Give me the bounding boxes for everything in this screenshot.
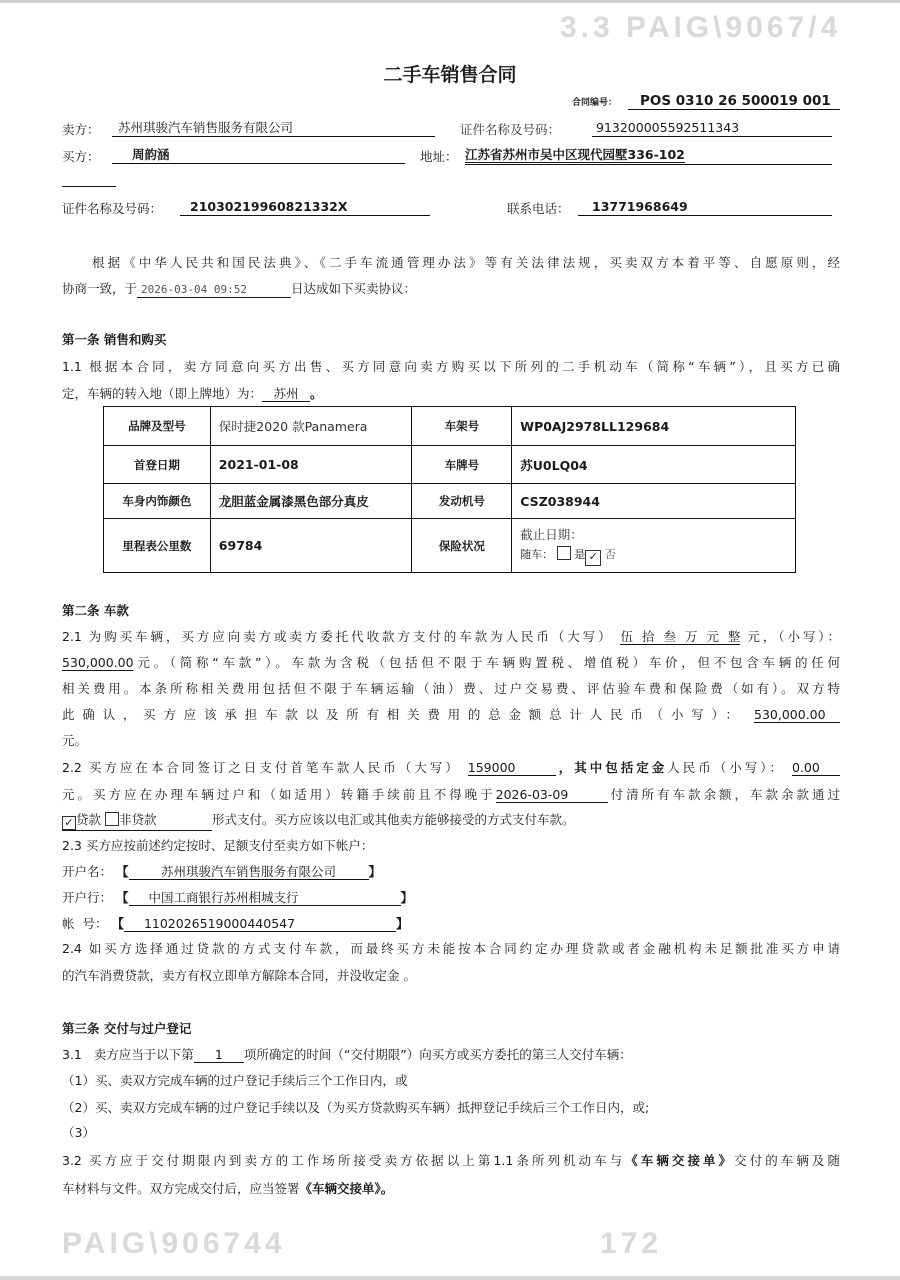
buyer-id-value: 21030219960821332X <box>180 198 430 216</box>
article-2-1-line-4 <box>62 706 840 724</box>
watermark: PAIG\906744 <box>62 1227 286 1260</box>
color-label: 车身内饰颜色 <box>104 484 211 519</box>
clause-text: 元。买方应在办理车辆过户和（如适用）转籍手续前且不得晚于 <box>62 787 496 802</box>
account-name: 苏州琪骏汽车销售服务有限公司 <box>129 864 369 880</box>
article-2-2-line-2 <box>62 786 840 804</box>
preamble-text: 协商一致，于 <box>62 281 138 296</box>
engine-no-label: 发动机号 <box>412 484 512 519</box>
first-registration-label: 首登日期 <box>104 446 211 484</box>
price-uppercase: 伍拾叁万元整 <box>620 629 741 644</box>
clause-text: ，其中包括定金 <box>555 760 668 775</box>
seller-name: 苏州琪骏汽车销售服务有限公司 <box>112 119 435 137</box>
with-car-label: 随车： <box>520 548 554 561</box>
agreement-date: 2026-03-04 09:52 <box>137 282 291 298</box>
buyer-phone: 13771968649 <box>578 198 832 216</box>
clause-text: 此确认，买方应该承担车款以及所有相关费用的总金额总计人民币（小写）： <box>62 707 746 722</box>
table-row <box>104 519 796 573</box>
deposit-amount: 0.00 <box>792 760 840 776</box>
mileage-value: 69784 <box>210 519 412 573</box>
payment-method-options <box>62 812 212 831</box>
vehicle-info-table <box>103 406 796 573</box>
clause-text: 元，（小写）： <box>747 629 840 644</box>
bank-name: 中国工商银行苏州相城支行 <box>129 890 401 906</box>
clause-text: 定，车辆的转入地（即上牌地）为： <box>62 386 263 401</box>
bank-label: 开户行： <box>62 890 113 905</box>
article-2-1-line-2 <box>62 654 840 672</box>
vin-label: 车架号 <box>412 407 512 446</box>
bank-row: 开户行： 【 中国工商银行苏州相城支行 】 <box>62 890 414 905</box>
clause-text: 交付的车辆及随 <box>734 1153 840 1168</box>
plate-label: 车牌号 <box>412 446 512 484</box>
balance-deadline: 2026-03-09 <box>496 787 608 803</box>
page-top-edge <box>0 0 900 3</box>
article-2-2-line-1 <box>62 759 840 777</box>
article-2-1-line-5: 元。 <box>62 733 88 748</box>
document-title: 二手车销售合同 <box>383 64 517 86</box>
watermark: 3.3 PAIG\9067/4 <box>560 11 842 44</box>
address-continuation-line <box>62 186 116 187</box>
clause-text: 3.2 买方应于交付期限内到卖方的工作场所接受卖方依据以上第1.1条所列机动车与 <box>62 1153 626 1168</box>
buyer-address-label: 地址： <box>420 149 458 164</box>
insurance-label: 保险状况 <box>412 519 512 573</box>
article-2-4-line-2: 的汽车消费贷款，卖方有权立即单方解除本合同，并没收定金 。 <box>62 968 416 983</box>
article-1-heading: 第一条 销售和购买 <box>62 332 167 347</box>
clause-text: 付清所有车款余额，车款余款通过 <box>607 787 840 802</box>
article-1-1-line-1: 1.1 根据本合同，卖方同意向买方出售、买方同意向卖方购买以下所列的二手机动车（简称“车辆”），且买方已确 <box>62 359 840 374</box>
first-registration-value: 2021-01-08 <box>210 446 412 484</box>
delivery-option-3: （3） <box>62 1125 95 1140</box>
buyer-phone-label: 联系电话： <box>507 201 570 216</box>
article-3-1 <box>62 1046 840 1064</box>
clause-text: 元。（简称“车款”）。车款为含税（包括但不限于车辆购置税、增值税）车价，但不包含车辆的任何 <box>133 655 840 670</box>
contract-no-label: 合同编号： <box>572 98 618 108</box>
watermark: 172 <box>600 1227 663 1260</box>
article-2-3: 2.3 买方应按前述约定按时、足额支付至卖方如下帐户： <box>62 838 374 853</box>
clause-text: 人民币（小写）： <box>667 760 785 775</box>
clause-text: 2.1 为购买车辆，买方应向卖方或卖方委托代收款方支付的车款为人民币（大写） <box>62 629 614 644</box>
non-loan-checkbox[interactable] <box>105 812 119 826</box>
article-3-2-line-2 <box>62 1180 840 1198</box>
table-row <box>104 446 796 484</box>
handover-doc-title: 《车辆交接单》 <box>625 1153 735 1168</box>
clause-text: 车材料与文件。双方完成交付后，应当签署 <box>62 1181 300 1196</box>
clause-text: 。 <box>310 386 323 401</box>
page-bottom-edge <box>0 1276 900 1280</box>
article-2-2-line-3 <box>62 811 840 829</box>
insurance-no-checkbox[interactable]: ✓ <box>585 550 601 566</box>
contract-no-value: POS 0310 26 500019 001 <box>628 92 840 110</box>
preamble-line-1: 根据《中华人民共和国民法典》、《二手车流通管理办法》等有关法律法规，买卖双方本着平等、自愿原则，经 <box>92 255 840 270</box>
brand-model-value: 保时捷2020 款Panamera <box>210 407 412 446</box>
article-3-heading: 第三条 交付与过户登记 <box>62 1021 192 1036</box>
insurance-no-label: 否 <box>604 548 616 561</box>
delivery-item-number: 1 <box>194 1047 244 1063</box>
seller-id-label: 证件名称及号码： <box>460 122 561 137</box>
article-2-1-line-1 <box>62 628 840 646</box>
buyer-label: 买方： <box>62 149 100 164</box>
insurance-with-car <box>520 545 787 566</box>
delivery-option-2: （2）买、卖双方完成车辆的过户登记手续以及（为买方贷款购买车辆）抵押登记手续后三个工作日内，或; <box>62 1100 650 1115</box>
insurance-yes-label: 是 <box>574 548 586 561</box>
clause-text: 形式支付。买方应该以电汇或其他卖方能够接受的方式支付车款。 <box>212 812 575 827</box>
plate-value: 苏U0LQ04 <box>512 446 796 484</box>
article-1-1-line-2 <box>62 385 840 403</box>
engine-no-value: CSZ038944 <box>512 484 796 519</box>
total-amount: 530,000.00 <box>754 707 840 723</box>
seller-id-value: 913200005592511343 <box>592 119 832 137</box>
buyer-id-label: 证件名称及号码： <box>62 201 163 216</box>
clause-text: 。 <box>380 1181 394 1196</box>
loan-checkbox[interactable]: ✓ <box>62 816 76 830</box>
buyer-address: 江苏省苏州市吴中区现代园墅336-102 <box>465 146 832 165</box>
account-name-label: 开户名： <box>62 864 113 879</box>
delivery-option-1: （1）买、卖双方完成车辆的过户登记手续后三个工作日内，或 <box>62 1073 408 1088</box>
preamble-text: 日达成如下买卖协议： <box>291 281 417 296</box>
non-loan-label: 非贷款 <box>119 812 157 827</box>
account-number-row: 帐 号： 【 1102026519000440547 】 <box>62 916 409 931</box>
article-2-heading: 第二条 车款 <box>62 603 129 618</box>
clause-text: 3.1 卖方应当于以下第 <box>62 1047 194 1062</box>
transfer-city: 苏州 <box>262 386 310 402</box>
article-2-4-line-1: 2.4 如买方选择通过贷款的方式支付车款，而最终买方未能按本合同约定办理贷款或者金融机构未足额批准买方申请 <box>62 941 840 956</box>
vin-value: WP0AJ2978LL129684 <box>512 407 796 446</box>
handover-doc-title: 《车辆交接单》 <box>299 1181 381 1196</box>
first-payment: 159000 <box>468 760 556 776</box>
insurance-expiry-label: 截止日期： <box>520 527 583 542</box>
preamble-line-2 <box>62 280 840 298</box>
account-number-label: 帐 号： <box>62 916 108 931</box>
clause-text: 2.2 买方应在本合同签订之日支付首笔车款人民币（大写） <box>62 760 461 775</box>
mileage-label: 里程表公里数 <box>104 519 211 573</box>
buyer-name: 周韵涵 <box>112 146 405 164</box>
table-row <box>104 407 796 446</box>
account-number: 1102026519000440547 <box>124 916 396 932</box>
table-row <box>104 484 796 519</box>
insurance-cell <box>512 519 796 573</box>
account-name-row: 开户名： 【 苏州琪骏汽车销售服务有限公司 】 <box>62 864 382 879</box>
price-lowercase: 530,000.00 <box>62 655 134 670</box>
insurance-yes-checkbox[interactable] <box>557 546 571 560</box>
seller-label: 卖方： <box>62 122 100 137</box>
brand-model-label: 品牌及型号 <box>104 407 211 446</box>
loan-label: 贷款 <box>76 812 102 827</box>
color-value: 龙胆蓝金属漆黑色部分真皮 <box>210 484 412 519</box>
article-3-2-line-1 <box>62 1152 840 1170</box>
article-2-1-line-3: 相关费用。本条所称相关费用包括但不限于车辆运输（油）费、过户交易费、评估验车费和保险费（如有）。双方特 <box>62 681 840 696</box>
clause-text: 项所确定的时间（“交付期限”）向买方或买方委托的第三人交付车辆： <box>243 1047 632 1062</box>
